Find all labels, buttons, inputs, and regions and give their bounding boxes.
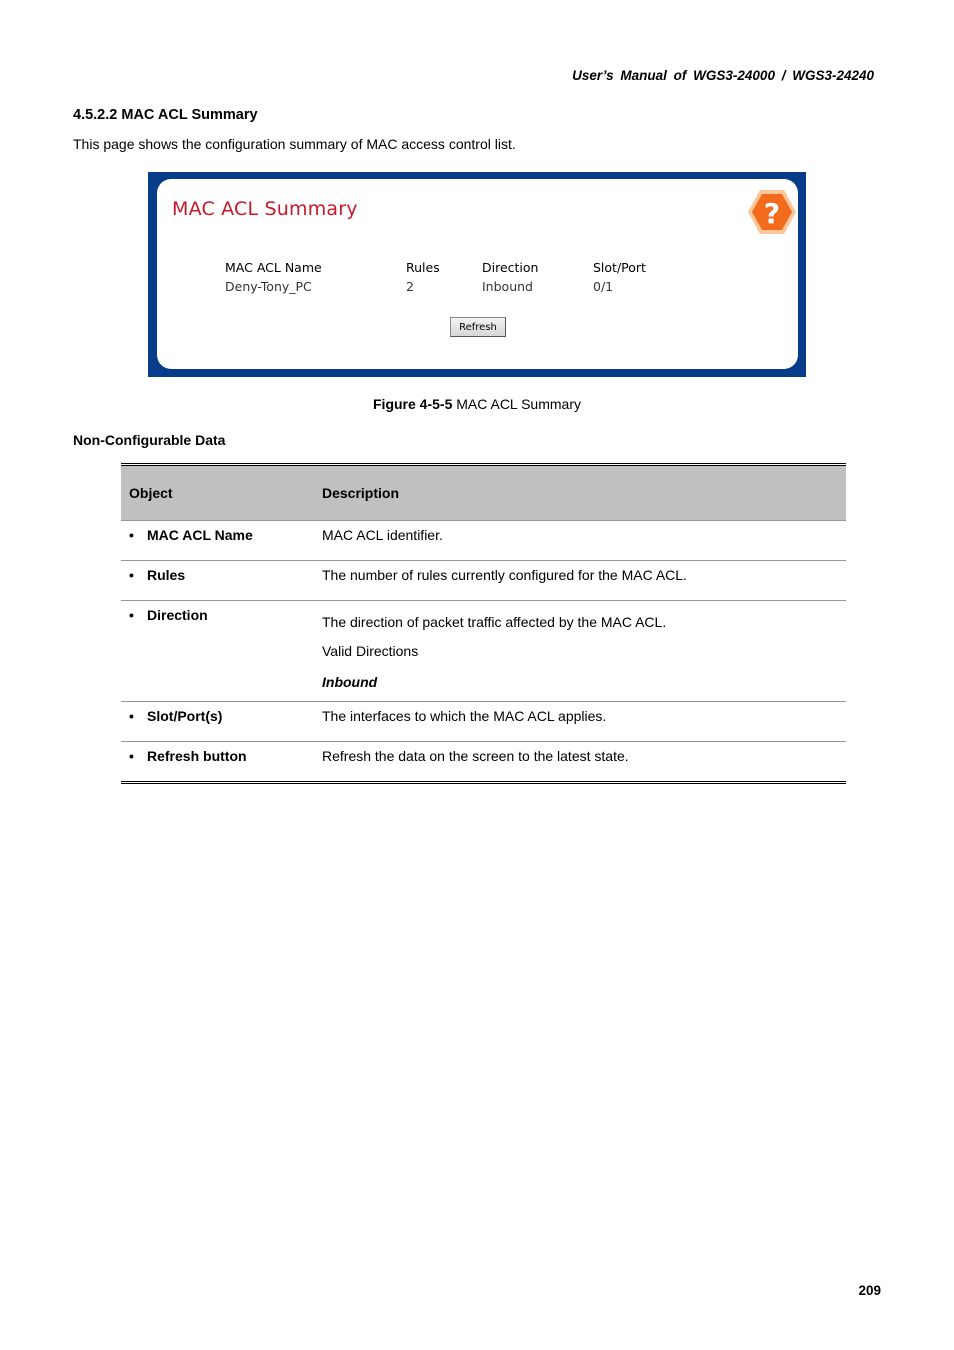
panel-title: MAC ACL Summary bbox=[172, 198, 358, 220]
valid-directions-label: Valid Directions bbox=[322, 643, 419, 659]
mac-acl-summary-panel bbox=[157, 179, 798, 369]
description-cell: Refresh the data on the screen to the latest state. bbox=[314, 742, 846, 783]
figure-caption-text: MAC ACL Summary bbox=[452, 396, 581, 412]
description-cell: MAC ACL identifier. bbox=[314, 521, 846, 561]
non-configurable-data-heading: Non-Configurable Data bbox=[73, 432, 226, 448]
header-description: Description bbox=[314, 465, 846, 521]
object-cell: • Slot/Port(s) bbox=[121, 702, 314, 742]
figure-caption bbox=[0, 396, 954, 412]
description-table bbox=[121, 463, 846, 784]
column-header-direction: Direction bbox=[482, 260, 539, 275]
intro-paragraph: This page shows the configuration summary of MAC access control list. bbox=[73, 136, 516, 152]
figure-caption-number: Figure 4-5-5 bbox=[373, 396, 453, 412]
table-row bbox=[121, 702, 846, 742]
table-row bbox=[121, 742, 846, 783]
cell-mac-acl-name: Deny-Tony_PC bbox=[225, 279, 312, 294]
column-header-mac-acl-name: MAC ACL Name bbox=[225, 260, 322, 275]
manual-header-title: User’s Manual of WGS3-24000 / WGS3-24240 bbox=[572, 68, 874, 83]
cell-slot-port: 0/1 bbox=[593, 279, 614, 294]
section-heading: 4.5.2.2 MAC ACL Summary bbox=[73, 107, 258, 123]
table-row bbox=[121, 561, 846, 601]
object-cell: • Direction bbox=[121, 601, 314, 702]
screenshot-figure bbox=[148, 172, 806, 377]
column-header-rules: Rules bbox=[406, 260, 440, 275]
cell-rules: 2 bbox=[406, 279, 414, 294]
description-cell: The interfaces to which the MAC ACL applies. bbox=[314, 702, 846, 742]
object-cell: • Rules bbox=[121, 561, 314, 601]
table-row bbox=[121, 521, 846, 561]
refresh-button[interactable]: Refresh bbox=[450, 317, 506, 337]
header-object: Object bbox=[121, 465, 314, 521]
column-header-slot-port: Slot/Port bbox=[593, 260, 646, 275]
table-header-row bbox=[121, 465, 846, 521]
object-cell: • MAC ACL Name bbox=[121, 521, 314, 561]
direction-description: The direction of packet traffic affected by the MAC ACL. bbox=[322, 614, 667, 630]
description-cell bbox=[314, 601, 846, 702]
table-row bbox=[121, 601, 846, 702]
description-cell: The number of rules currently configured for the MAC ACL. bbox=[314, 561, 846, 601]
cell-direction: Inbound bbox=[482, 279, 533, 294]
page-number: 209 bbox=[858, 1283, 881, 1298]
object-cell: • Refresh button bbox=[121, 742, 314, 783]
inbound-value: Inbound bbox=[322, 674, 378, 690]
question-mark-icon[interactable] bbox=[746, 188, 798, 236]
svg-text:?: ? bbox=[763, 197, 781, 230]
